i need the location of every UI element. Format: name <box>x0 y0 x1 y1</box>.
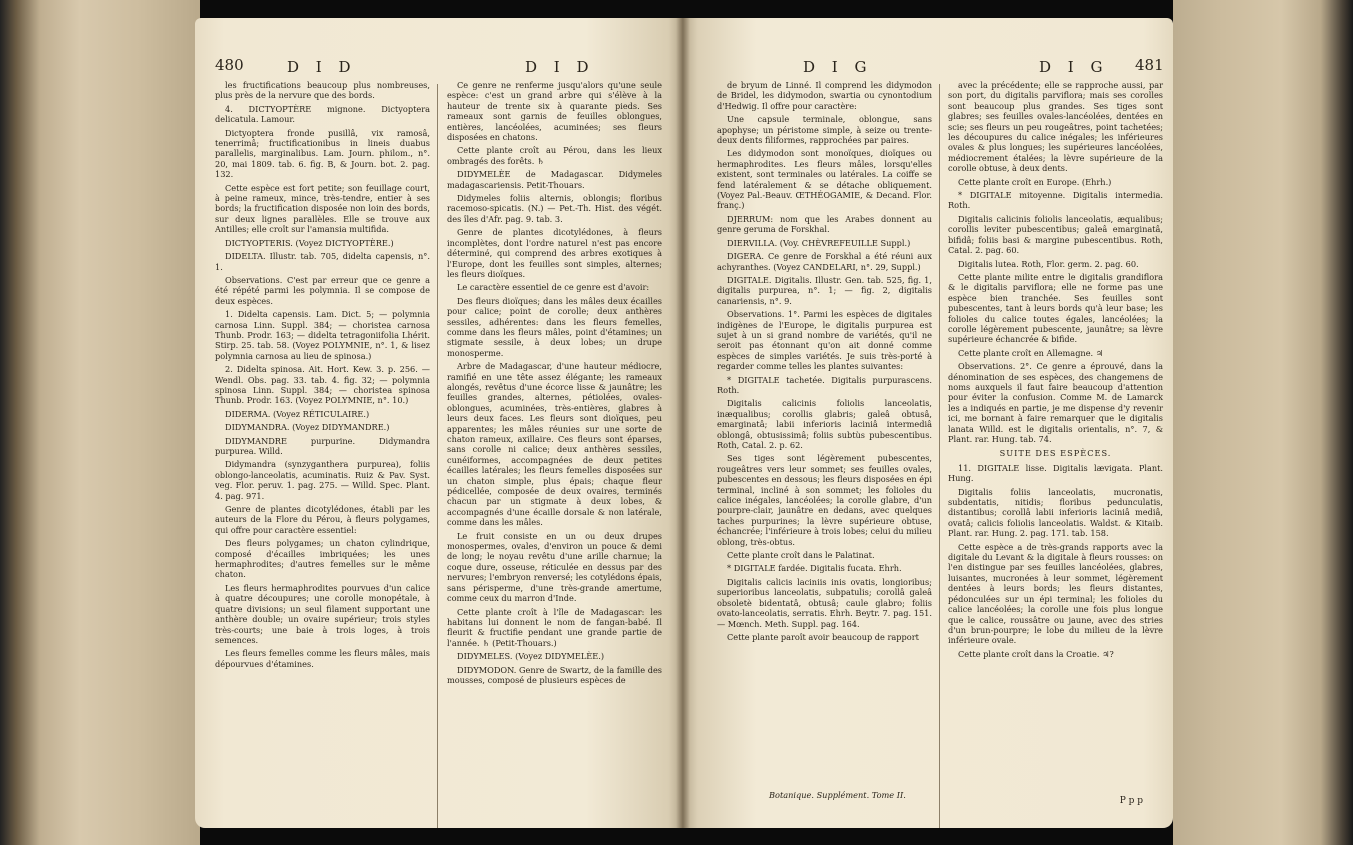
paragraph: avec la précédente; elle se rapproche aussi, par son port, du digitalis parviflora; mais ses corolles sont beaucoup plus grandes. Ses tiges sont glabres; ses feuilles ovales-lancéolées, dentées en scie; ses fleurs un peu rougeâtres, point tachetées; les découpures du calice inégales; les inférieures ovales & plus longues; les supérieures lancéolées, médiocrement étalées; la lèvre supérieure de la corolle obtuse, à deux dents. <box>948 80 1163 174</box>
paragraph: DIDYMANDRA. (Voyez DIDYMANDRE.) <box>225 422 390 433</box>
paragraph: DIDERMA. (Voyez RÉTICULAIRE.) <box>225 408 370 419</box>
running-head: D I G <box>803 58 873 76</box>
paragraph: Les didymodon sont monoïques, dioïques ou hermaphrodites. Les fleurs mâles, lorsqu'elles existent, sont terminales ou latérales. La coiffe se fend latéralement & se détache obliquement. (Voyez Pal.-Beauv. ŒTHÉOGAMIE, & Decand. Flor. franç.) <box>717 148 932 211</box>
paragraph: les fructifications beaucoup plus nombreuses, plus près de la nervure que des bords. <box>215 80 430 101</box>
paragraph: 4. DICTYOPTÈRE mignone. Dictyoptera delicatula. Lamour. <box>215 103 430 125</box>
right-column-1 <box>717 80 932 645</box>
paragraph: DIDYMELES. (Voyez DIDYMELÈE.) <box>457 651 605 662</box>
paragraph: DIDYMODON. Genre de Swartz, de la famille des mousses, composé de plusieurs espèces de <box>447 664 662 685</box>
paragraph: Didymandra (synzyganthera purpurea), foliis oblongo-lanceolatis, acuminatis. Ruiz & Pav. Syst. veg. Flor. peruv. 1. pag. 275. — Willd. Spec. Plant. 4. pag. 971. <box>215 459 430 501</box>
column-rule <box>939 84 940 828</box>
paragraph: * DIGITALE tachetée. Digitalis purpurascens. Roth. <box>717 374 932 395</box>
left-page-edges <box>0 0 200 845</box>
running-head: D I G <box>1039 58 1109 76</box>
paragraph: DICTYOPTERIS. (Voyez DICTYOPTÈRE.) <box>225 237 394 248</box>
paragraph: 11. DIGITALE lisse. Digitalis lævigata. Plant. Hung. <box>948 462 1163 484</box>
paragraph: Cette plante croît en Allemagne. ♃ <box>958 347 1104 358</box>
page-footer: Botanique. Supplément. Tome II. <box>769 790 906 800</box>
paragraph: Observations. 1°. Parmi les espèces de digitales indigènes de l'Europe, le digitalis purpurea est sujet à un si grand nombre de variétés, qu'il ne seroit pas étonnant qu'on ait donné comme espèces de simples variétés. Je suis très-porté à regarder comme telles les plantes suivantes: <box>717 309 932 372</box>
paragraph: DJERRUM: nom que les Arabes donnent au genre geruma de Forskhal. <box>717 213 932 235</box>
paragraph: Ce genre ne renferme jusqu'alors qu'une seule espèce: c'est un grand arbre qui s'élève à la hauteur de trente six à quarante pieds. Ses rameaux sont garnis de feuilles oblongues, entières, lancéolées, acuminées; ses fleurs disposées en chatons. <box>447 80 662 143</box>
paragraph: DIDYMANDRE purpurine. Didymandra purpurea. Willd. <box>215 435 430 456</box>
paragraph: Arbre de Madagascar, d'une hauteur médiocre, ramifié en une tête assez élégante; les rameaux alongés, revêtus d'une écorce lisse & jaunâtre; les feuilles grandes, alternes, pétiolées, ovales-oblongues, acuminées, très-entières, glabres à leurs deux faces. Les fleurs sont dioïques, peu apparentes; les mâles réunies sur une sorte de chaton rameux, axillaire. Ces fleurs sont éparses, sans corolle ni calice; deux anthères sessiles, cunéiformes, accompagnées de deux petites écailles latérales; les fleurs femelles disposées sur un chaton simple, plus épais; chaque fleur pédicellée, composée de deux ovaires, terminés chacun par un stigmate à deux lobes, & accompagnés d'une écaille dorsale & non latérale, comme dans les mâles. <box>447 361 662 528</box>
paragraph: Cette espèce a de très-grands rapports avec la digitale du Levant & la digitale à fleurs rousses: on l'en distingue par ses feuilles lancéolées, glabres, luisantes, mucronées à leur sommet, légèrement dentées à leurs bords; les fleurs distantes, pédonculées sur un épi terminal; les folioles du calice lancéolées; la corolle une fois plus longue que le calice, roussâtre ou jaune, avec des stries d'un brun-pourpre; le lobe du milieu de la lèvre inférieure ovale. <box>948 541 1163 646</box>
paragraph: * DIGITALE fardée. Digitalis fucata. Ehrh. <box>727 563 902 574</box>
paragraph: DIERVILLA. (Voy. CHÈVREFEUILLE Suppl.) <box>727 237 911 248</box>
paragraph: Cette espèce est fort petite; son feuillage court, à peine rameux, mince, très-tendre, entier à ses bords; la fructification disposée non loin des bords, sur deux lignes parallèles. Elle se trouve aux Antilles; elle croît sur l'amansia multifida. <box>215 182 430 235</box>
paragraph: DIDELTA. Illustr. tab. 705, didelta capensis, n°. 1. <box>215 251 430 272</box>
paragraph: Digitalis calicinis foliolis lanceolatis, æqualibus; corollis leviter pubescentibus; galeâ emarginatâ, bifidâ; foliis basi & margine pubescentibus. Roth, Catal. 2. pag. 60. <box>948 213 1163 256</box>
left-column-1 <box>215 80 430 672</box>
running-head: D I D <box>525 58 595 76</box>
paragraph: Cette plante croît en Europe. (Ehrh.) <box>958 176 1112 187</box>
paragraph: Des fleurs dioïques; dans les mâles deux écailles pour calice; point de corolle; deux anthères sessiles, adhérentes: dans les fleurs femelles, comme dans les fleurs mâles, point d'étamines; un stigmate sessile, à deux lobes; un drupe monosperme. <box>447 295 662 358</box>
paragraph: Cette plante croît à l'île de Madagascar: les habitans lui donnent le nom de fangan-babé. Il fleurit & fructifie pendant une grande partie de l'année. ♄ (Petit-Thouars.) <box>447 606 662 648</box>
paragraph: Des fleurs polygames; un chaton cylindrique, composé d'écailles imbriquées; les unes hermaphrodites; d'autres femelles sur le même chaton. <box>215 538 430 580</box>
paragraph: DIDYMELÈE de Madagascar. Didymeles madagascariensis. Petit-Thouars. <box>447 169 662 190</box>
right-page <box>683 18 1173 828</box>
paragraph: 1. Didelta capensis. Lam. Dict. 5; — polymnia carnosa Linn. Suppl. 384; — choristea carnosa Thunb. Prodr. 163; — didelta tetragoniifolia Lhérit. Stirp. 25. tab. 58. (Voyez POLYMNIE, n°. 1, & lisez polymnia carnosa au lieu de spinosa.) <box>215 309 430 361</box>
left-column-2 <box>447 80 662 688</box>
paragraph: Les fleurs hermaphrodites pourvues d'un calice à quatre découpures; une corolle monopétale, à quatre divisions; un seul filament supportant une anthère double; un ovaire supérieur; trois styles très-courts; une baie à trois loges, à trois semences. <box>215 582 430 645</box>
paragraph: Une capsule terminale, oblongue, sans apophyse; un péristome simple, à seize ou trente-deux dents filiformes, rapprochées par paires. <box>717 114 932 146</box>
signature-mark: P p p <box>1119 796 1143 806</box>
left-page-header <box>195 56 683 78</box>
paragraph: Digitalis lutea. Roth, Flor. germ. 2. pag. 60. <box>958 258 1139 269</box>
paragraph: Ses tiges sont légèrement pubescentes, rougeâtres vers leur sommet; ses feuilles ovales, pubescentes en dessous; les fleurs disposées en épi terminal, incliné à son sommet; les folioles du calice inégales, lancéolées; la corolle glabre, d'un pourpre-clair, jaunâtre en dedans, avec quelques taches purpurines; la lèvre supérieure obtuse, échancrée; l'inférieure à trois lobes; celui du milieu oblong, très-obtus. <box>717 453 932 547</box>
paragraph: Le fruit consiste en un ou deux drupes monospermes, ovales, d'environ un pouce & demi de long; le noyau revêtu d'une arille charnue; la coque dure, osseuse, réticulée en dessus par des nervures; l'embryon renversé; les cotylédons épais, sans périsperme, d'une très-grande amertume, comme ceux du marron d'Inde. <box>447 530 662 604</box>
paragraph: Observations. C'est par erreur que ce genre a été répété parmi les polymnia. Il se compose de deux espèces. <box>215 274 430 306</box>
right-page-header <box>683 56 1173 78</box>
right-page-edges <box>1173 0 1353 845</box>
running-head: D I D <box>287 58 357 76</box>
paragraph: Le caractère essentiel de ce genre est d'avoir: <box>457 282 650 293</box>
paragraph: Dictyoptera fronde pusillâ, vix ramosâ, tenerrimâ; fructificationibus in lineis duabus parallelis, marginalibus. Lam. Journ. philom., n°. 20, mai 1809. tab. 6. fig. B, & Journ. bot. 2. pag. 132. <box>215 127 430 180</box>
paragraph: Genre de plantes dicotylédones, à fleurs incomplètes, dont l'ordre naturel n'est pas encore déterminé, qui comprend des arbres exotiques à l'Europe, dont les feuilles sont simples, alternes; les fleurs dioïques. <box>447 227 662 279</box>
paragraph: Cette plante croît dans la Croatie. ♃? <box>958 648 1114 659</box>
paragraph: Digitalis calicis laciniis inis ovatis, longioribus; superioribus lanceolatis, subpatulis; corollâ galeâ obsoletè bidentatâ, obtusâ; caule glabro; foliis ovato-lanceolatis, serratis. Ehrh. Beytr. 7. pag. 151. — Mœnch. Meth. Suppl. pag. 164. <box>717 576 932 629</box>
page-number: 481 <box>1135 56 1164 74</box>
paragraph: DIGERA. Ce genre de Forskhal a été réuni aux achyranthes. (Voyez CANDELARI, n°. 29, Suppl.) <box>717 251 932 272</box>
paragraph: Observations. 2°. Ce genre a éprouvé, dans la dénomination de ses espèces, des changemens de noms auxquels il faut faire beaucoup d'attention pour éviter la confusion. Comme M. de Lamarck les a indiqués en partie, je me dispense d'y revenir ici, me bornant à faire remarquer que le digitalis lanata Willd. est le digitalis orientalis, n°. 7, & Plant. rar. Hung. tab. 74. <box>948 361 1163 444</box>
paragraph: 2. Didelta spinosa. Ait. Hort. Kew. 3. p. 256. — Wendl. Obs. pag. 33. tab. 4. fig. 32; — polymnia spinosa Linn. Suppl. 384; — choristea spinosa Thunb. Prodr. 163. (Voyez POLYMNIE, n°. 10.) <box>215 364 430 406</box>
paragraph: Cette plante milite entre le digitalis grandiflora & le digitalis parviflora; elle ne forme pas une espèce bien tranchée. Ses feuilles sont pubescentes, tant à leurs bords qu'à leur base; les folioles du calice toutes égales, lancéolées; la corolle légèrement pubescente, jaunâtre; sa lèvre supérieure échancrée & bifide. <box>948 271 1163 345</box>
paragraph: DIGITALE. Digitalis. Illustr. Gen. tab. 525, fig. 1, digitalis purpurea, n°. 1; — fig. 2, digitalis canariensis, n°. 9. <box>717 274 932 306</box>
paragraph: Digitalis foliis lanceolatis, mucronatis, subdentatis, nitidis; floribus pedunculatis, distantibus; corollâ labii inferioris laciniâ mediâ, ovatâ; calicis foliolis lanceolatis. Waldst. & Kitaib. Plant. rar. Hung. 2. pag. 171. tab. 158. <box>948 486 1163 539</box>
paragraph: Cette plante croît dans le Palatinat. <box>727 550 875 561</box>
paragraph: Genre de plantes dicotylédones, établi par les auteurs de la Flore du Pérou, à fleurs polygames, qui offre pour caractère essentiel: <box>215 504 430 535</box>
paragraph: Cette plante croît au Pérou, dans les lieux ombragés des forêts. ♄ <box>447 145 662 166</box>
paragraph: Cette plante paroît avoir beaucoup de rapport <box>727 631 919 642</box>
paragraph: * DIGITALE mitoyenne. Digitalis intermedia. Roth. <box>948 190 1163 211</box>
paragraph: SUITE DES ESPÈCES. <box>999 448 1112 459</box>
paragraph: Didymeles foliis alternis, oblongis; floribus racemoso-spicatis. (N.) — Pet.-Th. Hist. des végét. des îles d'Afr. pag. 9. tab. 3. <box>447 193 662 224</box>
paragraph: Digitalis calicinis foliolis lanceolatis, inæqualibus; corollis glabris; galeâ obtusâ, emarginatâ; labii inferioris laciniâ intermediâ oblongâ, obtusissimâ; foliis subtùs pubescentibus. Roth, Catal. 2. p. 62. <box>717 398 932 450</box>
page-number: 480 <box>215 56 244 74</box>
paragraph: de bryum de Linné. Il comprend les didymodon de Bridel, les didymodon, swartia ou cynontodium d'Hedwig. Il offre pour caractère: <box>717 80 932 111</box>
paragraph: Les fleurs femelles comme les fleurs mâles, mais dépourvues d'étamines. <box>215 648 430 669</box>
left-page <box>195 18 683 828</box>
column-rule <box>437 84 438 828</box>
book-gutter <box>676 18 690 828</box>
right-column-2 <box>948 80 1163 662</box>
